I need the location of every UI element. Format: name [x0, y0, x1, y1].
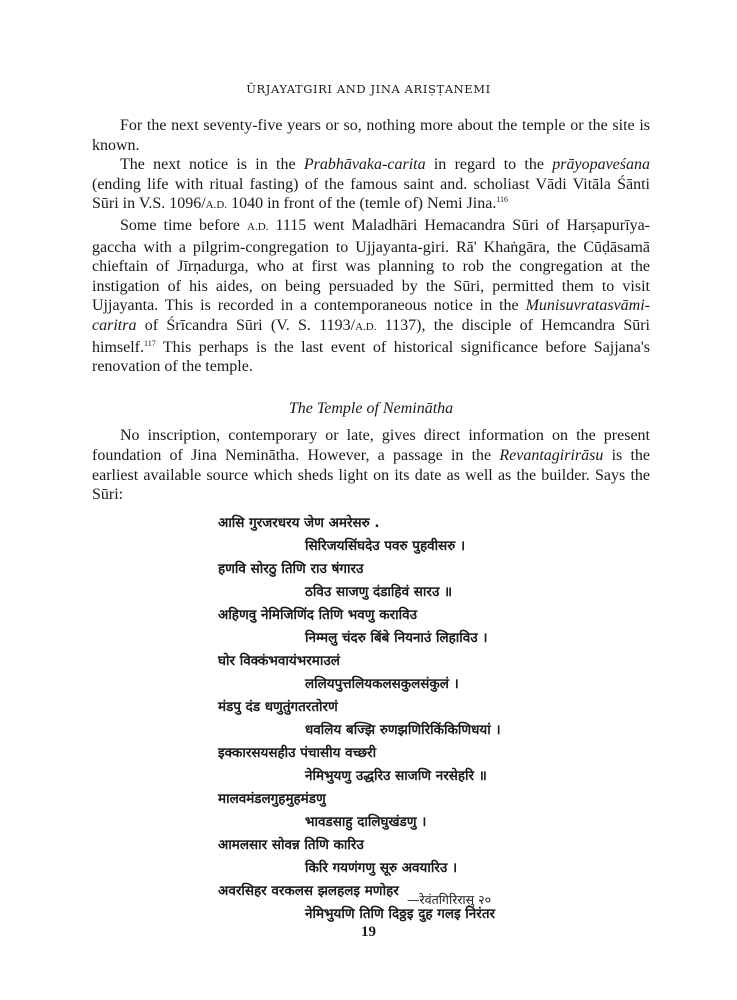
- paragraph-4: No inscription, contemporary or late, gives direct information on the present foundation of Jina Neminātha. However, a passage in the Revantagirirāsu is the earliest available source which sheds light on its date as well as the builder. Says the Sūri:: [92, 427, 651, 504]
- verse-line: मंडपु दंड धणुतुंगतरतोरणं: [218, 699, 338, 715]
- verse-line: अहिणवु नेमिजिणिंद तिणि भवणु कराविउ: [218, 607, 418, 623]
- page-number: 19: [361, 924, 376, 940]
- verse-line: ललियपुत्तलियकलसकुलसंकुलं ।: [305, 676, 459, 692]
- era-abbrev: A.D.: [205, 199, 228, 212]
- footnote-ref: 116: [496, 195, 509, 205]
- paragraphs: [92, 116, 650, 377]
- era-abbrev: A.D.: [355, 320, 377, 333]
- italic-term: Munisuvratasvāmi-caritra: [92, 297, 650, 334]
- body-text: [92, 116, 650, 505]
- verse-line: धवलिय बज्झि रुणझणिरिकिंकिणिधयां ।: [305, 722, 501, 738]
- italic-term: Revantagirirāsu: [499, 446, 604, 464]
- verse-line: सिरिजयसिंघदेउ पवरु पुहवीसरु ।: [305, 538, 466, 554]
- verse-line: ठविउ साजणु दंडाहिवं सारउ ॥: [305, 584, 453, 600]
- verse-line: किरि गयणंगणु सूरु अवयारिउ ।: [305, 860, 458, 876]
- verse-line: अवरसिहर वरकलस झलहलइ मणोहर: [218, 883, 399, 899]
- italic-term: Prabhāvaka-carita: [303, 156, 426, 174]
- section-title: The Temple of Nemināthа: [288, 399, 454, 417]
- italic-term: prāyopaveśana: [552, 156, 651, 174]
- paragraph-3: Some time before A.D. 1115 went Maladhāri Hemacandra Sūri of Harṣapurīya-gaccha with a pilgrim-congregation to Ujjayanta-giri. Rā' Khaṅgāra, the Cūḍāsamā chieftain of Jīrṇadurga, who at first was planning to rob the congregation at the instigation of his aides, on being persuaded by the Sūri, permitted them to visit Ujjayanta. This is recorded in a contemporaneous notice in the Munisuvratasvāmi-caritra of Śrīcandra Sūri (V. S. 1193/A.D. 1137), the disciple of Hemcandra Sūri himself.$^{117}$ This perhaps is the last event of historical significance before Sajjana's renovation of the temple.: [92, 216, 651, 376]
- verse-line: भावडसाहु दालिघुखंडणु ।: [305, 814, 427, 830]
- verse-line: नेमिभुयणि तिणि दिठ्ठइ दुह गलइ निरंतर: [305, 906, 496, 922]
- footnote-ref: 117: [144, 338, 156, 348]
- verse-line: आमलसार सोवन्न तिणि कारिउ: [218, 837, 364, 853]
- verse-line: हणवि सोरठु तिणि राउ षंगारउ: [218, 561, 364, 577]
- verse-line: मालवमंडलगुहमुहमंडणु: [218, 791, 326, 807]
- running-head: ŪRJAYATGIRI AND JINA ARIṢṬANEMI: [246, 82, 491, 96]
- verse-source: —रेवंतगिरिरासु २०: [407, 892, 492, 907]
- verse-block: [0, 512, 737, 926]
- verse-line: निम्मलु चंदरु बिंबे नियनाउं लिहाविउ ।: [305, 630, 488, 646]
- era-abbrev: A.D.: [247, 220, 269, 233]
- verse-line: नेमिभुयणु उद्धरिउ साजणि नरसेहरि ॥: [305, 768, 487, 784]
- verse-line: इक्कारसयसहीउ पंचासीय वच्छरी: [218, 745, 377, 761]
- paragraph-after-title: [92, 426, 650, 504]
- paragraph-2: The next notice is in the Prabhāvaka-carita in regard to the prāyopaveśana (ending life with ritual fasting) of the famous saint and. scholiast Vādi Vitāla Śānti Sūri in V.S. 1096/A.D. 1040 in front of the (temle of) Nemi Jina.$^{116}$: [92, 156, 651, 213]
- verse-line: घोर विक्कंभवायंभरमाउलं: [218, 653, 340, 669]
- paragraph-1: For the next seventy-five years or so, nothing more about the temple or the site is known.: [92, 117, 650, 154]
- verse-line: आसि गुरजरधरय जेण अमरेसरु .: [218, 515, 380, 531]
